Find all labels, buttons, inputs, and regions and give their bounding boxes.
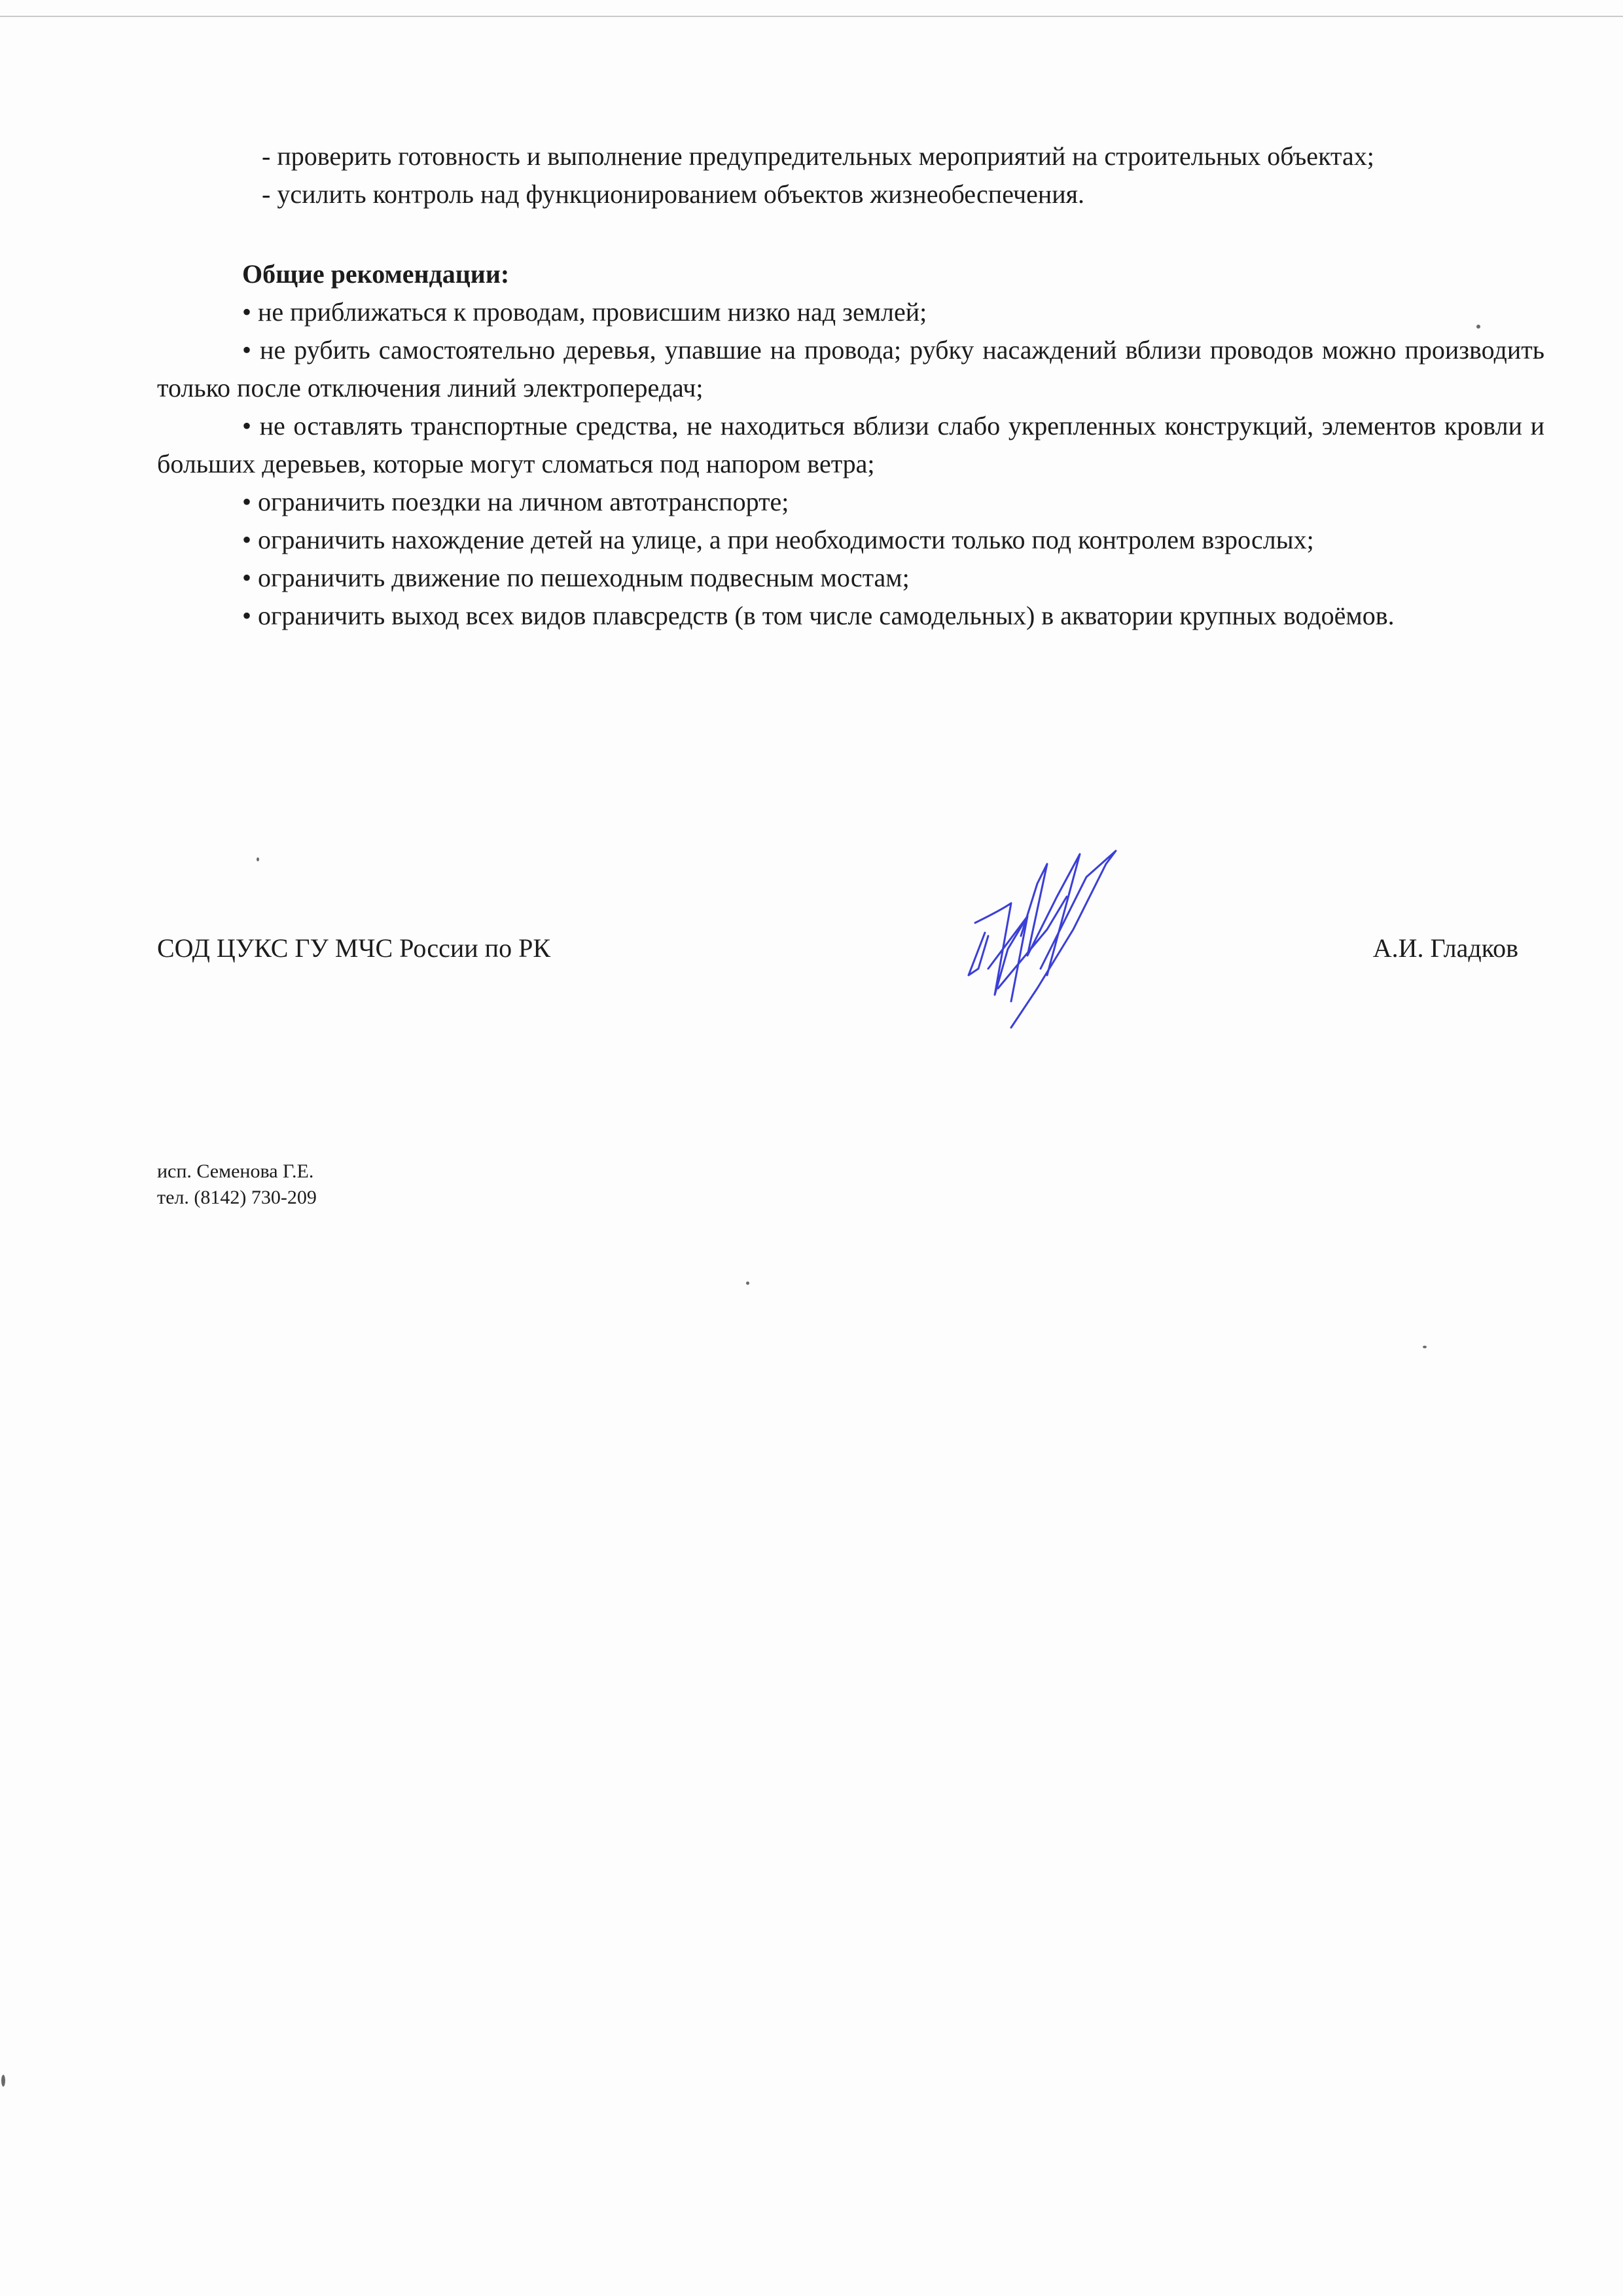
recommendations-list [157, 293, 1544, 635]
executor-phone: тел. (8142) 730-209 [157, 1187, 317, 1208]
recommendation-item: • ограничить поездки на личном автотранспорте; [242, 487, 789, 516]
recommendation-item: • ограничить выход всех видов плавсредств (в том числе самодельных) в акватории крупных водоёмов. [242, 601, 1395, 630]
signature-row [157, 929, 1518, 969]
document-body [157, 137, 1544, 635]
scan-speck [1, 2075, 5, 2087]
scan-edge-line [0, 16, 1623, 17]
recommendation-item: • не рубить самостоятельно деревья, упавшие на провода; рубку насаждений вблизи проводов можно производить только после отключения линий электропередач; [157, 335, 1544, 403]
scan-speck [1476, 325, 1480, 329]
recommendation-item: • не оставлять транспортные средства, не находиться вблизи слабо укрепленных конструкций, элементов кровли и больших деревьев, которые могут сломаться под напором ветра; [157, 411, 1544, 478]
executor-info [157, 1158, 317, 1211]
recommendation-item: • ограничить нахождение детей на улице, а при необходимости только под контролем взрослых; [242, 525, 1314, 554]
scan-speck [746, 1282, 749, 1285]
organization-name: СОД ЦУКС ГУ МЧС России по РК [157, 933, 551, 963]
intro-item: - усилить контроль над функционированием объектов жизнеобеспечения. [262, 179, 1085, 209]
signer-name: А.И. Гладков [1372, 933, 1518, 963]
recommendation-item: • ограничить движение по пешеходным подвесным мостам; [242, 563, 910, 592]
executor-name: исп. Семенова Г.Е. [157, 1160, 314, 1182]
recommendation-item: • не приближаться к проводам, провисшим низко над землей; [242, 297, 927, 327]
intro-item: - проверить готовность и выполнение предупредительных мероприятий на строительных объектах; [262, 141, 1374, 171]
scan-speck [257, 857, 259, 861]
scan-speck [1423, 1346, 1427, 1348]
recommendations-heading: Общие рекомендации: [242, 259, 510, 289]
